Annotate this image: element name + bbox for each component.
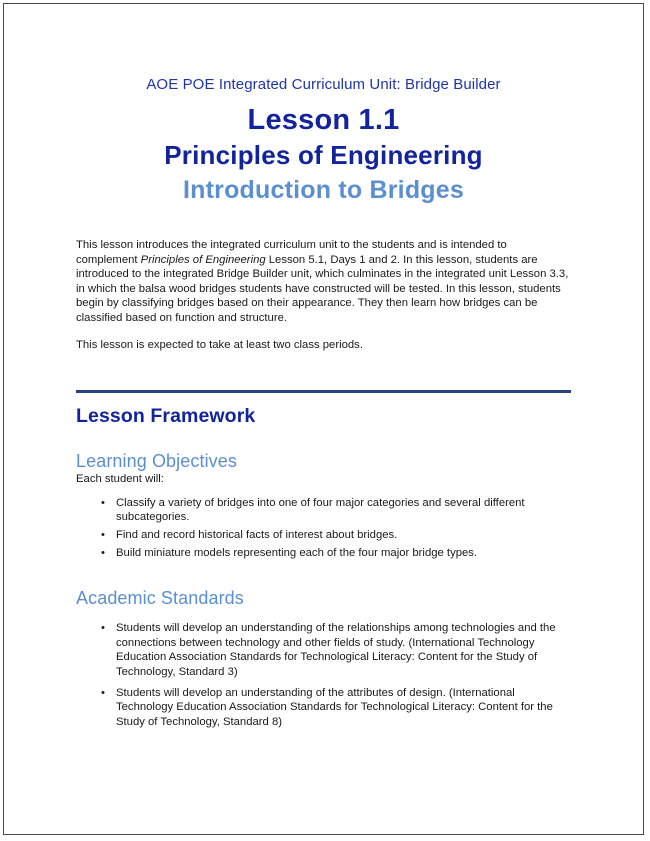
list-item — [76, 546, 571, 561]
intro-text-segment-1: This lesson introduces the integrated curriculum unit to the students and is intended to complement — [76, 239, 507, 266]
introduction-section — [76, 238, 571, 352]
list-item — [76, 686, 571, 730]
intro-paragraph-1 — [76, 238, 571, 326]
academic-standards-list — [76, 621, 571, 729]
bullet-marker-icon: • — [101, 528, 105, 541]
course-title: Principles of Engineering — [164, 140, 483, 170]
bullet-marker-icon: • — [101, 496, 105, 509]
list-item — [76, 496, 571, 525]
learning-objectives-lead-in: Each student will: — [76, 473, 164, 486]
intro-text-segment-2: Lesson 5.1, Days 1 and 2. In this lesson, students are introduced to the integrated Bridge Builder unit, which culminates in the integrated unit Lesson 3.3, in which the balsa wood bridges students have constructed will be tested. In this lesson, students begin by classifying bridges based on their appearance. They then learn how bridges can be classified based on function and structure. — [76, 253, 569, 324]
lesson-subtitle: Introduction to Bridges — [183, 176, 464, 204]
bullet-marker-icon: • — [101, 686, 105, 699]
list-item — [76, 621, 571, 679]
document-title-block — [76, 4, 571, 206]
intro-paragraph-2: This lesson is expected to take at least two class periods. — [76, 338, 363, 351]
list-item — [76, 528, 571, 543]
list-item-text: Students will develop an understanding of the relationships among technologies and the connections between technology and other fields of study. (International Technology Education Association Standards for Technological Literacy: Content for the Study of Technology, Standard 3) — [116, 622, 556, 678]
learning-objectives-list — [76, 496, 571, 560]
unit-kicker-line: AOE POE Integrated Curriculum Unit: Bridge Builder — [146, 76, 501, 93]
page-content-area — [4, 4, 643, 834]
intro-italic-course-name: Principles of Engineering — [140, 253, 266, 266]
list-item-text: Classify a variety of bridges into one of four major categories and several different subcategories. — [116, 496, 525, 524]
lesson-number-title: Lesson 1.1 — [247, 104, 400, 136]
section-heading-lesson-framework: Lesson Framework — [76, 405, 256, 428]
subheading-learning-objectives: Learning Objectives — [76, 451, 237, 472]
list-item-text: Students will develop an understanding of the attributes of design. (International Technology Education Association Standards for Technological Literacy: Content for the Study of Technology, Standard 8) — [116, 686, 553, 728]
bullet-marker-icon: • — [101, 622, 105, 635]
list-item-text: Build miniature models representing each of the four major bridge types. — [116, 546, 478, 559]
section-divider-rule — [76, 390, 571, 393]
bullet-marker-icon: • — [101, 546, 105, 559]
subheading-academic-standards: Academic Standards — [76, 588, 244, 609]
list-item-text: Find and record historical facts of interest about bridges. — [116, 528, 398, 541]
document-page — [3, 3, 644, 835]
